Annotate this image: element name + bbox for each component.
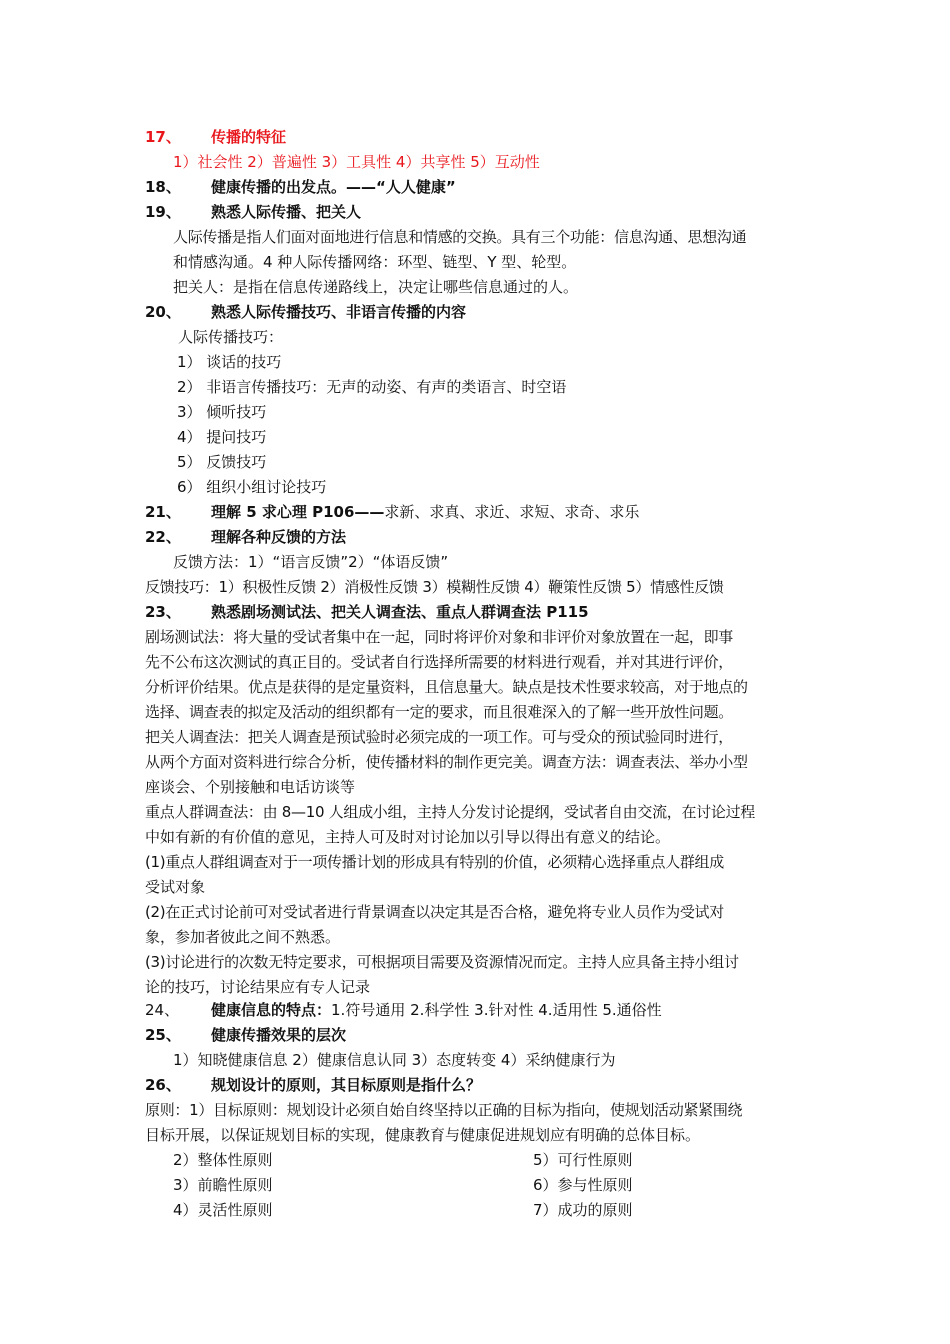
list-item: 4）灵活性原则 (173, 1201, 273, 1219)
list-17-items: 1）社会性 2）普遍性 3）工具性 4）共享性 5）互动性 (173, 153, 540, 171)
heading-number: 22、 (145, 528, 181, 546)
heading-title: 规划设计的原则，其目标原则是指什么？ (211, 1076, 482, 1094)
list-item: 2）整体性原则 (173, 1151, 273, 1169)
paragraph-line: (1)重点人群组调查对于一项传播计划的形成具有特别的价值，必须精心选择重点人群组成 (145, 853, 724, 871)
heading-17 (145, 125, 815, 150)
heading-18 (145, 175, 815, 200)
list-25-items: 1）知晓健康信息 2）健康信息认同 3）态度转变 4）采纳健康行为 (173, 1051, 616, 1069)
heading-number: 24、 (145, 1001, 180, 1019)
paragraph-22-skills: 反馈技巧：1）积极性反馈 2）消极性反馈 3）模糊性反馈 4）鞭策性反馈 5）情感性反馈 (145, 578, 724, 596)
heading-title: 理解各种反馈的方法 (211, 528, 347, 546)
heading-title: 熟悉人际传播、把关人 (211, 203, 362, 221)
heading-title: 熟悉人际传播技巧、非语言传播的内容 (211, 303, 467, 321)
list-item: 5）可行性原则 (533, 1151, 633, 1169)
heading-rest: 求新、求真、求近、求短、求奇、求乐 (384, 503, 640, 521)
list-item: 6）参与性原则 (533, 1176, 633, 1194)
heading-number: 20、 (145, 303, 181, 321)
heading-number: 26、 (145, 1076, 181, 1094)
paragraph-20-intro: 人际传播技巧： (178, 328, 284, 346)
heading-26 (145, 1073, 815, 1098)
heading-24 (145, 998, 815, 1023)
list-item: 5） 反馈技巧 (177, 453, 267, 471)
heading-number: 25、 (145, 1026, 181, 1044)
paragraph-line: 先不公布这次测试的真正目的。受试者自行选择所需要的材料进行观看，并对其进行评价， (145, 653, 734, 671)
heading-25 (145, 1023, 815, 1048)
heading-number: 23、 (145, 603, 181, 621)
heading-title: 健康传播的出发点。——“人人健康” (211, 178, 456, 196)
heading-19 (145, 200, 815, 225)
list-item: 3） 倾听技巧 (177, 403, 267, 421)
heading-title: 健康信息的特点： (211, 1001, 332, 1019)
paragraph-22-methods: 反馈方法：1）“语言反馈”2）“体语反馈” (173, 553, 449, 571)
paragraph-line: 从两个方面对资料进行综合分析，使传播材料的制作更完美。调查方法：调查表法、举办小型 (145, 753, 748, 771)
heading-23 (145, 600, 815, 625)
list-item: 3）前瞻性原则 (173, 1176, 273, 1194)
paragraph-line: 受试对象 (145, 878, 206, 896)
heading-22 (145, 525, 815, 550)
paragraph-line: 选择、调查表的拟定及活动的组织都有一定的要求，而且很难深入的了解一些开放性问题。 (145, 703, 734, 721)
paragraph-26-1b: 目标开展，以保证规划目标的实现，健康教育与健康促进规划应有明确的总体目标。 (145, 1126, 701, 1144)
heading-number: 19、 (145, 203, 181, 221)
paragraph-line: (2)在正式讨论前可对受试者进行背景调查以决定其是否合格，避免将专业人员作为受试对 (145, 903, 724, 921)
paragraph-19-1b: 和情感沟通。4 种人际传播网络：环型、链型、Y 型、轮型。 (173, 253, 577, 271)
paragraph-26-1a: 原则：1）目标原则：规划设计必须自始自终坚持以正确的目标为指向，使规划活动紧紧围绕 (145, 1101, 743, 1119)
paragraph-line: 剧场测试法：将大量的受试者集中在一起，同时将评价对象和非评价对象放置在一起，即事 (145, 628, 734, 646)
heading-rest: 1.符号通用 2.科学性 3.针对性 4.适用性 5.通俗性 (331, 1001, 662, 1019)
paragraph-line: 分析评价结果。优点是获得的是定量资料，且信息量大。缺点是技术性要求较高，对于地点的 (145, 678, 748, 696)
list-item: 6） 组织小组讨论技巧 (177, 478, 327, 496)
list-item: 1） 谈话的技巧 (177, 353, 282, 371)
paragraph-line: 重点人群调查法：由 8—10 人组成小组，主持人分发讨论提纲，受试者自由交流，在讨论过程 (145, 803, 755, 821)
paragraph-line: 座谈会、个别接触和电话访谈等 (145, 778, 356, 796)
paragraph-19-1a: 人际传播是指人们面对面地进行信息和情感的交换。具有三个功能：信息沟通、思想沟通 (173, 228, 747, 246)
list-item: 7）成功的原则 (533, 1201, 633, 1219)
list-item: 2） 非语言传播技巧：无声的动姿、有声的类语言、时空语 (177, 378, 567, 396)
paragraph-line: 把关人调查法：把关人调查是预试验时必须完成的一项工作。可与受众的预试验同时进行， (145, 728, 734, 746)
heading-title: 传播的特征 (211, 128, 287, 146)
heading-number: 17、 (145, 128, 181, 146)
paragraph-line: 中如有新的有价值的意见，主持人可及时对讨论加以引导以得出有意义的结论。 (145, 828, 671, 846)
list-item: 4） 提问技巧 (177, 428, 267, 446)
paragraph-line: 象，参加者彼此之间不熟悉。 (145, 928, 341, 946)
heading-title: 熟悉剧场测试法、把关人调查法、重点人群调查法 P115 (211, 603, 589, 621)
paragraph-line: (3)讨论进行的次数无特定要求，可根据项目需要及资源情况而定。主持人应具备主持小组讨 (145, 953, 739, 971)
heading-20 (145, 300, 815, 325)
paragraph-19-2: 把关人：是指在信息传递路线上，决定让哪些信息通过的人。 (173, 278, 579, 296)
heading-title: 健康传播效果的层次 (211, 1026, 347, 1044)
heading-number: 21、 (145, 503, 181, 521)
heading-title: 理解 5 求心理 P106—— (211, 503, 385, 521)
heading-number: 18、 (145, 178, 181, 196)
paragraph-line: 论的技巧，讨论结果应有专人记录 (145, 978, 371, 996)
heading-21 (145, 500, 815, 525)
